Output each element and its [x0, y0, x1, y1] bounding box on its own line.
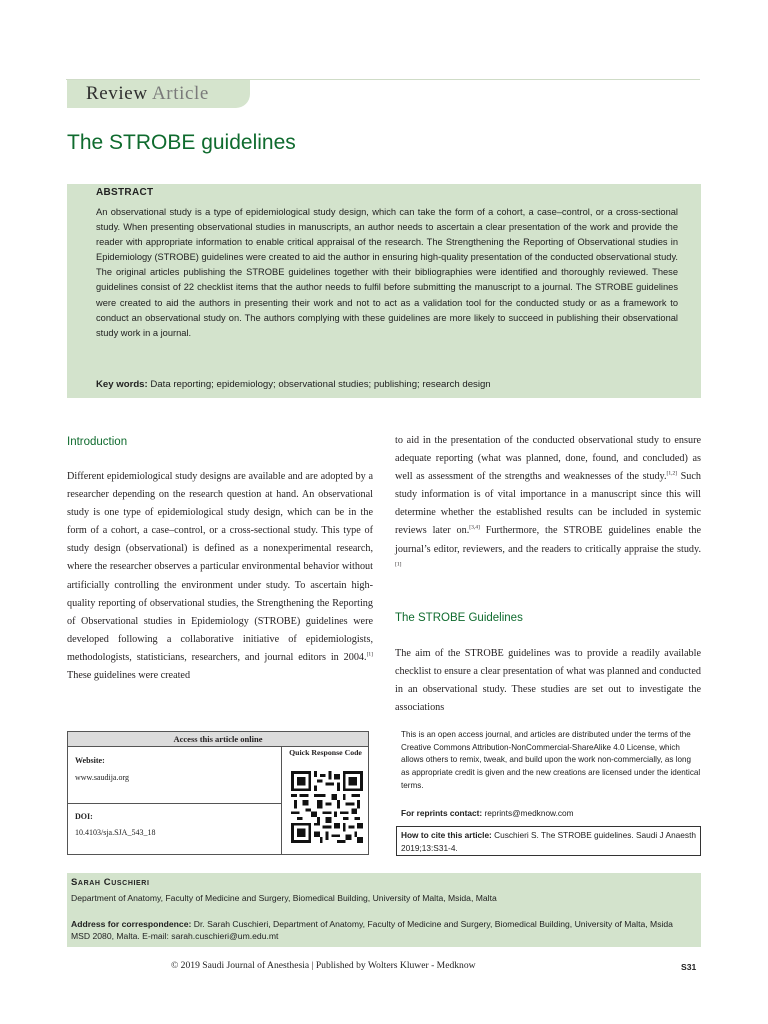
- article-title: The STROBE guidelines: [67, 131, 296, 154]
- cite-label: How to cite this article:: [401, 830, 492, 840]
- citation-ref[interactable]: [1]: [366, 651, 373, 658]
- correspondence-text: Dr. Sarah Cuschieri, Department of Anatomy, Faculty of Medicine and Surgery, Biomedical Building, University of Malta, Msida MSD 2080, Malta. E-mail: sarah.cuschieri@um.edu.mt: [71, 919, 673, 942]
- article-type-word2: Article: [151, 83, 209, 104]
- doi-value[interactable]: 10.4103/sja.SJA_543_18: [75, 828, 156, 837]
- citation-ref[interactable]: [1]: [395, 561, 402, 568]
- license-text: This is an open access journal, and articles are distributed under the terms of the Creative Commons Attribution-NonCommercial-ShareAlike 4.0 License, which allows others to remix, tweak, and build upon the work non-commercially, as long as appropriate credit is given and the new creations are licensed under the identical terms.: [401, 730, 701, 790]
- reprints-contact: [401, 808, 574, 818]
- strobe-paragraph: The aim of the STROBE guidelines was to provide a readily available checklist to ensure a clear presentation of what was planned and conducted in an observational study. These studies are set out to investigate the associations: [395, 648, 701, 714]
- intro-text-tail: These guidelines were created: [67, 670, 191, 682]
- citation-ref[interactable]: [1,2]: [666, 470, 678, 477]
- author-name: Sarah Cuschieri: [71, 877, 150, 888]
- section-heading-introduction: Introduction: [67, 436, 128, 448]
- paragraph-text: Such study information is of vital importance in a manuscript since this will determine whether the established results can be included in systemic reviews later on.: [395, 471, 701, 537]
- footer-copyright: © 2019 Saudi Journal of Anesthesia | Published by Wolters Kluwer - Medknow: [171, 960, 476, 971]
- keywords: [96, 379, 491, 390]
- qr-code-icon[interactable]: [291, 771, 363, 843]
- article-type-word1: Review: [86, 83, 148, 104]
- reprints-label: For reprints contact:: [401, 808, 483, 818]
- author-affiliation: Department of Anatomy, Faculty of Medicine and Surgery, Biomedical Building, University of Malta, Msida, Malta: [71, 893, 497, 903]
- citation-ref[interactable]: [3,4]: [469, 525, 480, 532]
- correspondence: [71, 918, 691, 943]
- paragraph-text: Furthermore, the STROBE guidelines enable the journal’s editor, reviewers, and the readers to critically appraise the study.: [395, 525, 701, 555]
- intro-text: Different epidemiological study designs are available and are adopted by a researcher depending on the research question at hand. An observational study is one type of epidemiological study design, which can be in the form of a cohort, a case–control, or a cross-sectional study. This type of study design (observational) is defined as a nonexperimental research, where the researcher observes a particular environmental behavior without artificially controlling the environment under study. To ascertain high-quality reporting of observational studies, the Strengthening the Reporting of Observational studies in Epidemiology (STROBE) guidelines were developed following a collaborative initiative of epidemiologists, methodologists, statisticians, researchers, and journal editors in 2004.: [67, 471, 373, 663]
- abstract-heading: ABSTRACT: [96, 187, 154, 198]
- keywords-label: Key words:: [96, 379, 148, 390]
- qr-code-label: Quick Response Code: [289, 748, 362, 757]
- paragraph-text: to aid in the presentation of the conducted observational study to ensure adequate reporting (what was planned, done, found, and concluded) as well as assessment of the strengths and weaknesses of the study.: [395, 435, 701, 483]
- page-number: S31: [681, 962, 697, 972]
- access-box-divider: [68, 803, 281, 804]
- website-label: Website:: [75, 756, 105, 765]
- abstract-text: An observational study is a type of epidemiological study design, which can take the form of a cohort, a case–control, or a cross-sectional study. When presenting observational studies in manuscripts, an author needs to ascertain a clear presentation of the work and provide the reader with appropriate information to enable critical appraisal of the research. The Strengthening the Reporting of Observational studies in Epidemiology (STROBE) guidelines were created to aid the author in ensuring high-quality presentation of the conducted observational study. The original articles publishing the STROBE guidelines together with their bibliographies were identified and thoroughly reviewed. These guidelines consist of 22 checklist items that the author needs to fulfil before submitting the manuscript to a journal. The STROBE guidelines were created to aid the authors in presenting their work and not to act as a validation tool for the conducted study or as a framework to conduct an observational study on. The authors complying with these guidelines are more likely to succeed in publishing their observational study work in a journal.: [96, 207, 678, 338]
- right-column-paragraph: [395, 432, 701, 577]
- cite-text: Cuschieri S. The STROBE guidelines. Saudi J Anaesth 2019;13:S31-4.: [401, 830, 696, 853]
- doi-label: DOI:: [75, 812, 93, 821]
- article-type-label: [86, 83, 209, 105]
- access-box-divider: [281, 746, 282, 854]
- reprints-email[interactable]: reprints@medknow.com: [484, 808, 574, 818]
- correspondence-label: Address for correspondence:: [71, 919, 192, 929]
- keywords-text: Data reporting; epidemiology; observational studies; publishing; research design: [150, 379, 491, 390]
- section-heading-strobe: The STROBE Guidelines: [395, 612, 523, 624]
- intro-paragraph: [67, 468, 373, 685]
- access-box-heading: Access this article online: [68, 732, 368, 747]
- website-link[interactable]: www.saudija.org: [75, 773, 129, 782]
- cite-text-block: [401, 829, 697, 854]
